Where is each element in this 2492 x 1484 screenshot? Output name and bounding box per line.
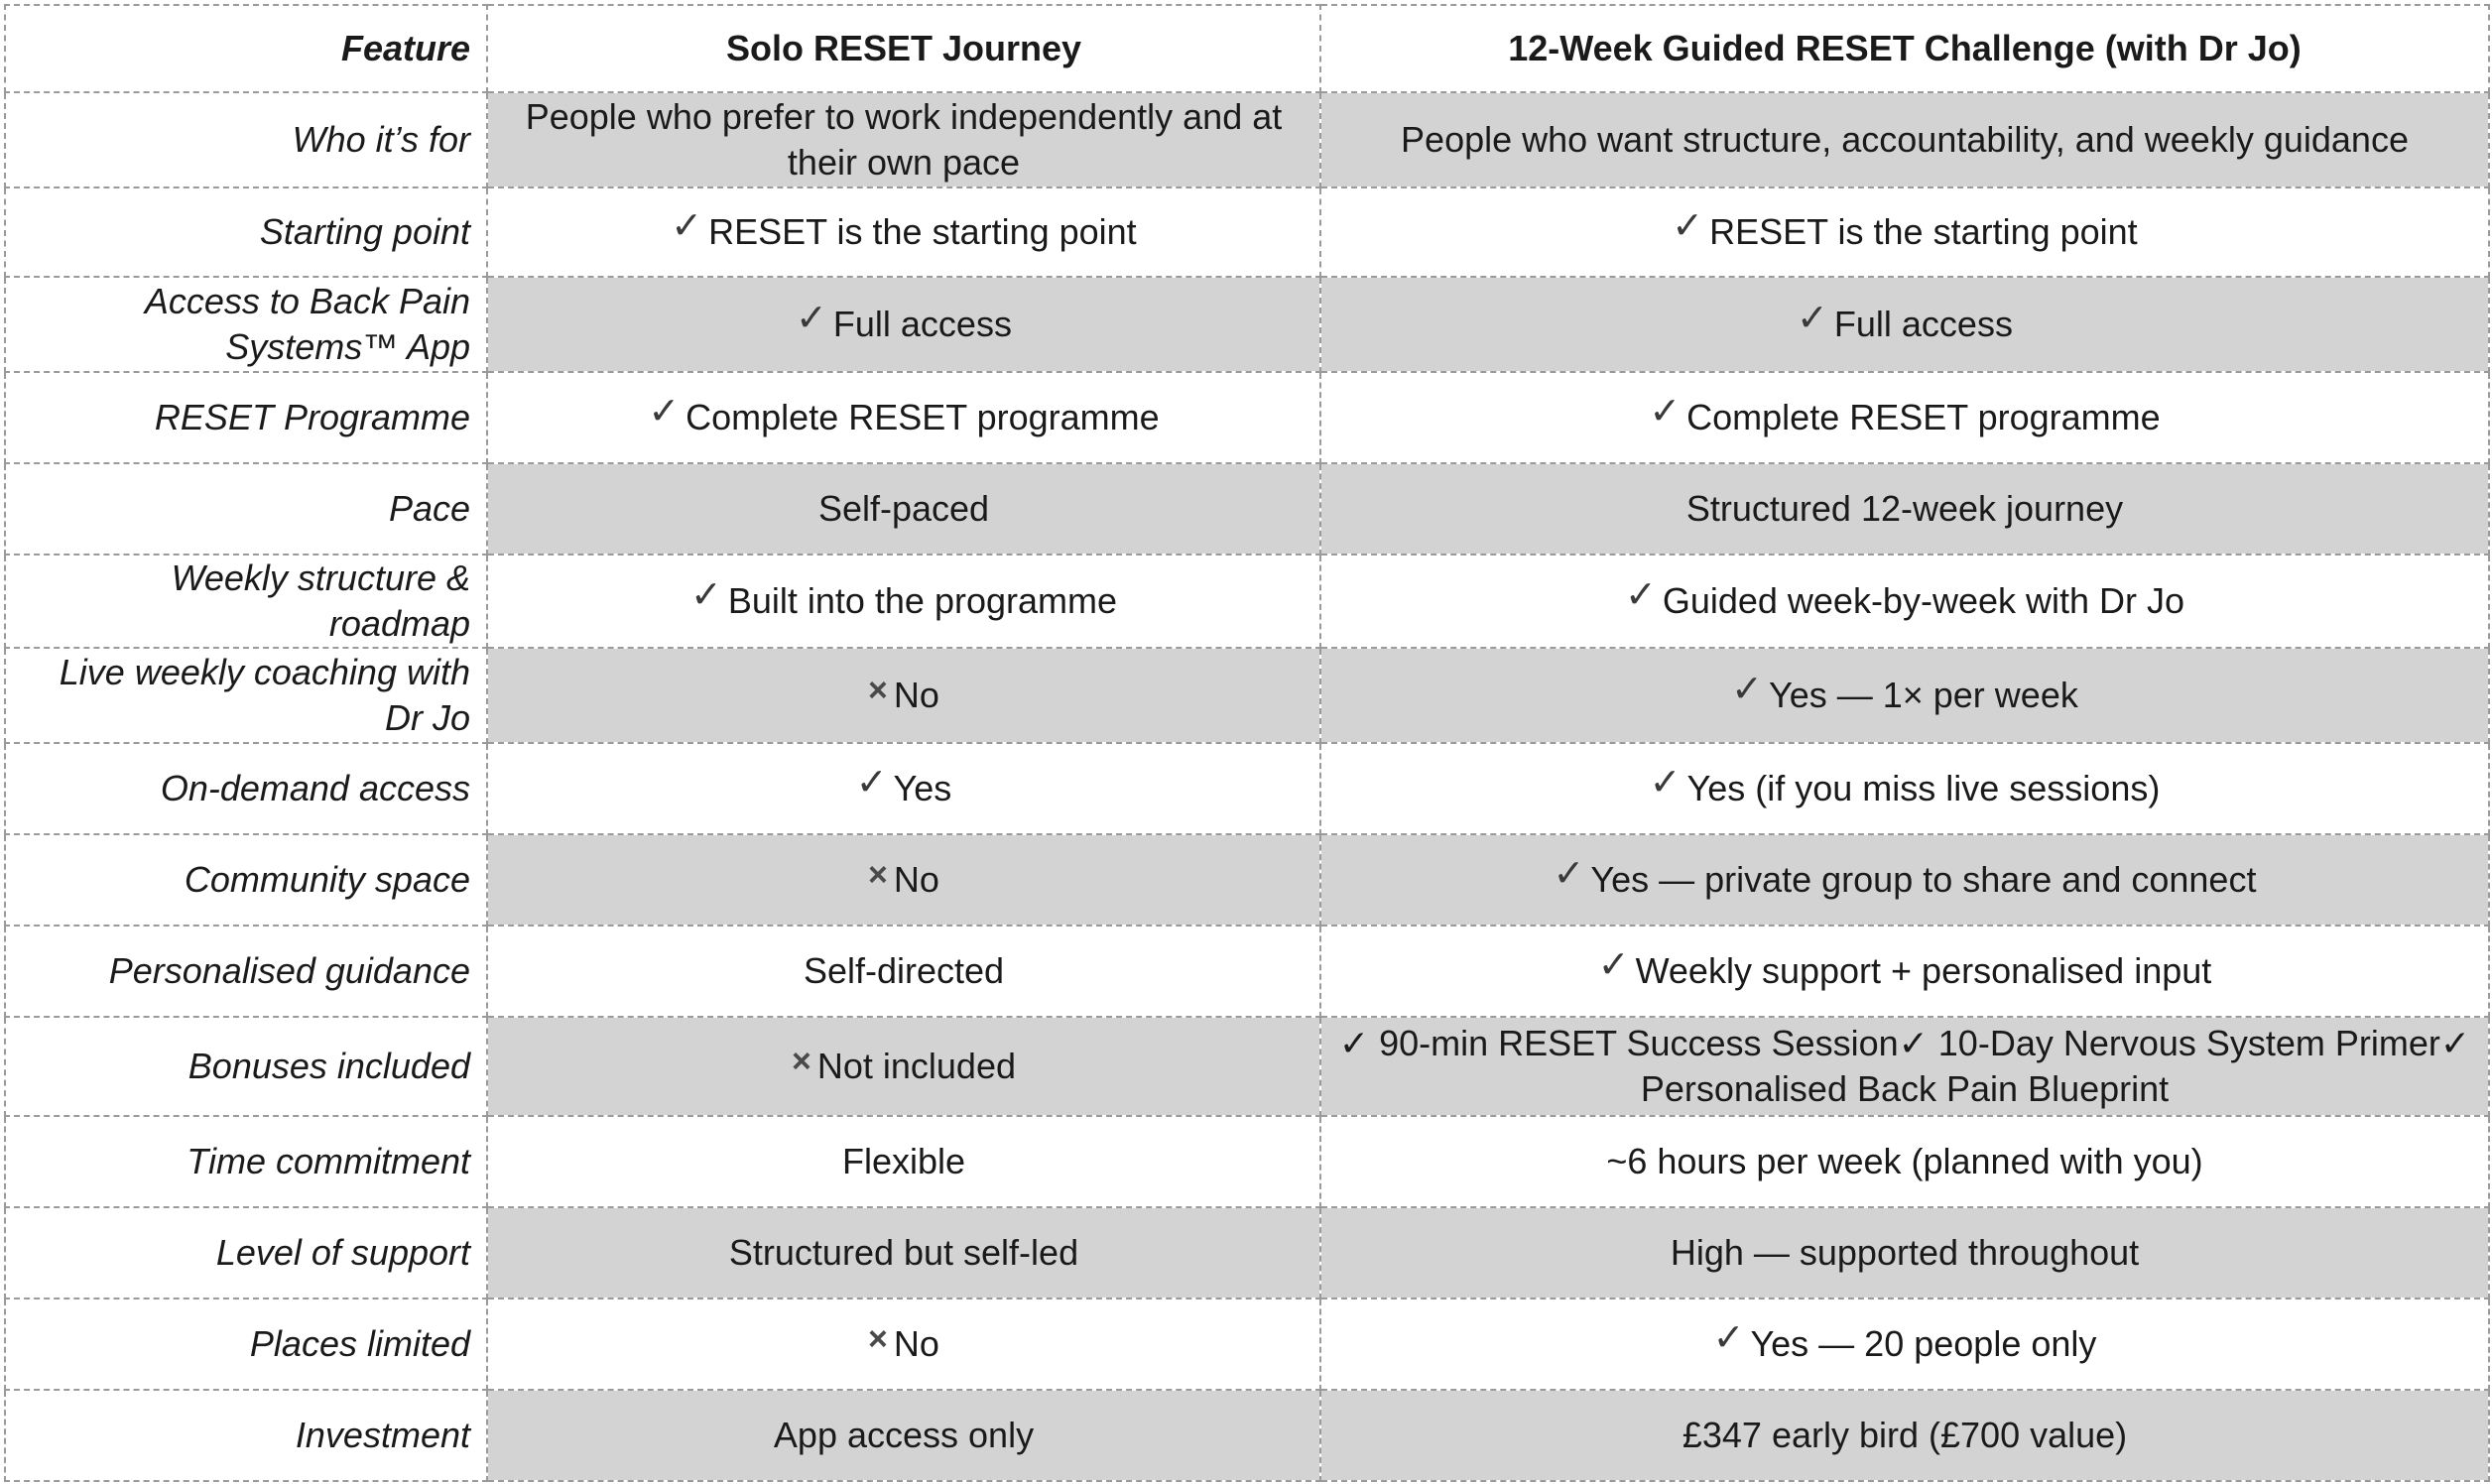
solo-cell	[487, 743, 1320, 834]
table-row	[5, 372, 2489, 463]
check-icon: ✓	[671, 205, 703, 247]
guided-cell	[1320, 463, 2489, 555]
solo-text: Yes	[893, 768, 952, 808]
feature-label: Personalised guidance	[5, 926, 487, 1017]
guided-text: Complete RESET programme	[1686, 397, 2161, 437]
solo-text: Flexible	[841, 1141, 966, 1181]
solo-text: No	[893, 1322, 939, 1364]
table-row	[5, 1390, 2489, 1481]
feature-label: Community space	[5, 834, 487, 926]
feature-label: Time commitment	[5, 1116, 487, 1207]
table-header	[5, 5, 2489, 92]
guided-text: £347 early bird (£700 value)	[1682, 1415, 2128, 1455]
guided-cell	[1320, 834, 2489, 926]
cross-icon: ×	[792, 1042, 811, 1080]
check-icon: ✓	[1731, 669, 1763, 710]
solo-text: RESET is the starting point	[708, 211, 1137, 252]
guided-cell	[1320, 1390, 2489, 1481]
solo-cell	[487, 277, 1320, 372]
guided-text: Weekly support + personalised input	[1635, 950, 2212, 991]
solo-text: Full access	[832, 304, 1012, 344]
table-row	[5, 1116, 2489, 1207]
guided-text: Yes — private group to share and connect	[1590, 859, 2257, 900]
guided-text: Full access	[1833, 304, 2013, 344]
solo-text: People who prefer to work independently and at their own pace	[525, 96, 1283, 183]
guided-cell	[1320, 372, 2489, 463]
solo-text: Built into the programme	[727, 580, 1118, 621]
solo-cell	[487, 1116, 1320, 1207]
guided-text: RESET is the starting point	[1709, 211, 2138, 252]
guided-cell	[1320, 648, 2489, 743]
guided-text: People who want structure, accountability, and weekly guidance	[1401, 119, 2409, 160]
feature-label: Pace	[5, 463, 487, 555]
table-row	[5, 926, 2489, 1017]
check-icon: ✓	[1649, 391, 1682, 433]
guided-cell	[1320, 1017, 2489, 1116]
solo-text: Structured but self-led	[728, 1232, 1079, 1273]
table-row	[5, 1298, 2489, 1390]
check-icon: ✓	[1553, 853, 1585, 895]
guided-text: Yes — 1× per week	[1768, 675, 2078, 715]
guided-cell	[1320, 743, 2489, 834]
solo-text: Self-directed	[803, 950, 1005, 991]
table-row	[5, 1017, 2489, 1116]
table-row	[5, 834, 2489, 926]
check-icon: ✓	[1672, 205, 1704, 247]
header-guided: 12-Week Guided RESET Challenge (with Dr Jo)	[1320, 5, 2489, 92]
solo-cell	[487, 1017, 1320, 1116]
feature-label: Live weekly coaching with Dr Jo	[5, 648, 487, 743]
solo-cell	[487, 648, 1320, 743]
guided-cell	[1320, 555, 2489, 648]
solo-cell	[487, 372, 1320, 463]
solo-text: Complete RESET programme	[685, 397, 1160, 437]
feature-label: Level of support	[5, 1207, 487, 1298]
table-row	[5, 1207, 2489, 1298]
guided-text: Structured 12-week journey	[1685, 488, 2124, 529]
guided-text: ✓ 90-min RESET Success Session✓ 10-Day Nervous System Primer✓ Personalised Back Pain Blueprint	[1338, 1023, 2471, 1109]
table-row	[5, 743, 2489, 834]
check-icon: ✓	[1597, 944, 1630, 986]
check-icon: ✓	[1712, 1317, 1745, 1359]
table-row	[5, 187, 2489, 277]
check-icon: ✓	[796, 298, 827, 339]
solo-text: Self-paced	[817, 488, 990, 529]
feature-label: Places limited	[5, 1298, 487, 1390]
solo-cell	[487, 92, 1320, 187]
check-icon: ✓	[689, 574, 722, 616]
solo-cell	[487, 926, 1320, 1017]
feature-label: Access to Back Pain Systems™ App	[5, 277, 487, 372]
header-row	[5, 5, 2489, 92]
solo-cell	[487, 463, 1320, 555]
solo-text: No	[893, 858, 939, 900]
guided-text: Yes — 20 people only	[1750, 1323, 2097, 1364]
solo-cell	[487, 1390, 1320, 1481]
cross-icon: ×	[868, 1319, 888, 1358]
guided-cell	[1320, 1116, 2489, 1207]
feature-label: Bonuses included	[5, 1017, 487, 1116]
feature-label: Weekly structure & roadmap	[5, 555, 487, 648]
feature-label: RESET Programme	[5, 372, 487, 463]
guided-cell	[1320, 1298, 2489, 1390]
check-icon: ✓	[1624, 574, 1657, 616]
guided-text: Yes (if you miss live sessions)	[1686, 768, 2161, 808]
table-row	[5, 463, 2489, 555]
table-body	[5, 92, 2489, 1481]
feature-label: On-demand access	[5, 743, 487, 834]
cross-icon: ×	[868, 855, 888, 894]
table-row	[5, 277, 2489, 372]
guided-cell	[1320, 277, 2489, 372]
solo-text: App access only	[773, 1415, 1035, 1455]
check-icon: ✓	[1649, 762, 1682, 804]
solo-text: No	[893, 674, 939, 715]
guided-text: High — supported throughout	[1670, 1232, 2140, 1273]
table-row	[5, 648, 2489, 743]
guided-text: ~6 hours per week (planned with you)	[1606, 1141, 2203, 1181]
header-feature: Feature	[5, 5, 487, 92]
check-icon: ✓	[855, 762, 888, 804]
guided-cell	[1320, 92, 2489, 187]
solo-cell	[487, 555, 1320, 648]
guided-text: Guided week-by-week with Dr Jo	[1662, 580, 2185, 621]
feature-label: Starting point	[5, 187, 487, 277]
guided-cell	[1320, 187, 2489, 277]
check-icon: ✓	[1797, 298, 1828, 339]
solo-cell	[487, 1298, 1320, 1390]
solo-cell	[487, 187, 1320, 277]
solo-cell	[487, 1207, 1320, 1298]
solo-text: Not included	[816, 1045, 1016, 1086]
guided-cell	[1320, 1207, 2489, 1298]
check-icon: ✓	[648, 391, 681, 433]
feature-label: Investment	[5, 1390, 487, 1481]
header-solo: Solo RESET Journey	[487, 5, 1320, 92]
cross-icon: ×	[868, 671, 888, 709]
feature-label: Who it’s for	[5, 92, 487, 187]
table-row	[5, 555, 2489, 648]
guided-cell	[1320, 926, 2489, 1017]
comparison-table	[4, 4, 2490, 1482]
table-row	[5, 92, 2489, 187]
solo-cell	[487, 834, 1320, 926]
